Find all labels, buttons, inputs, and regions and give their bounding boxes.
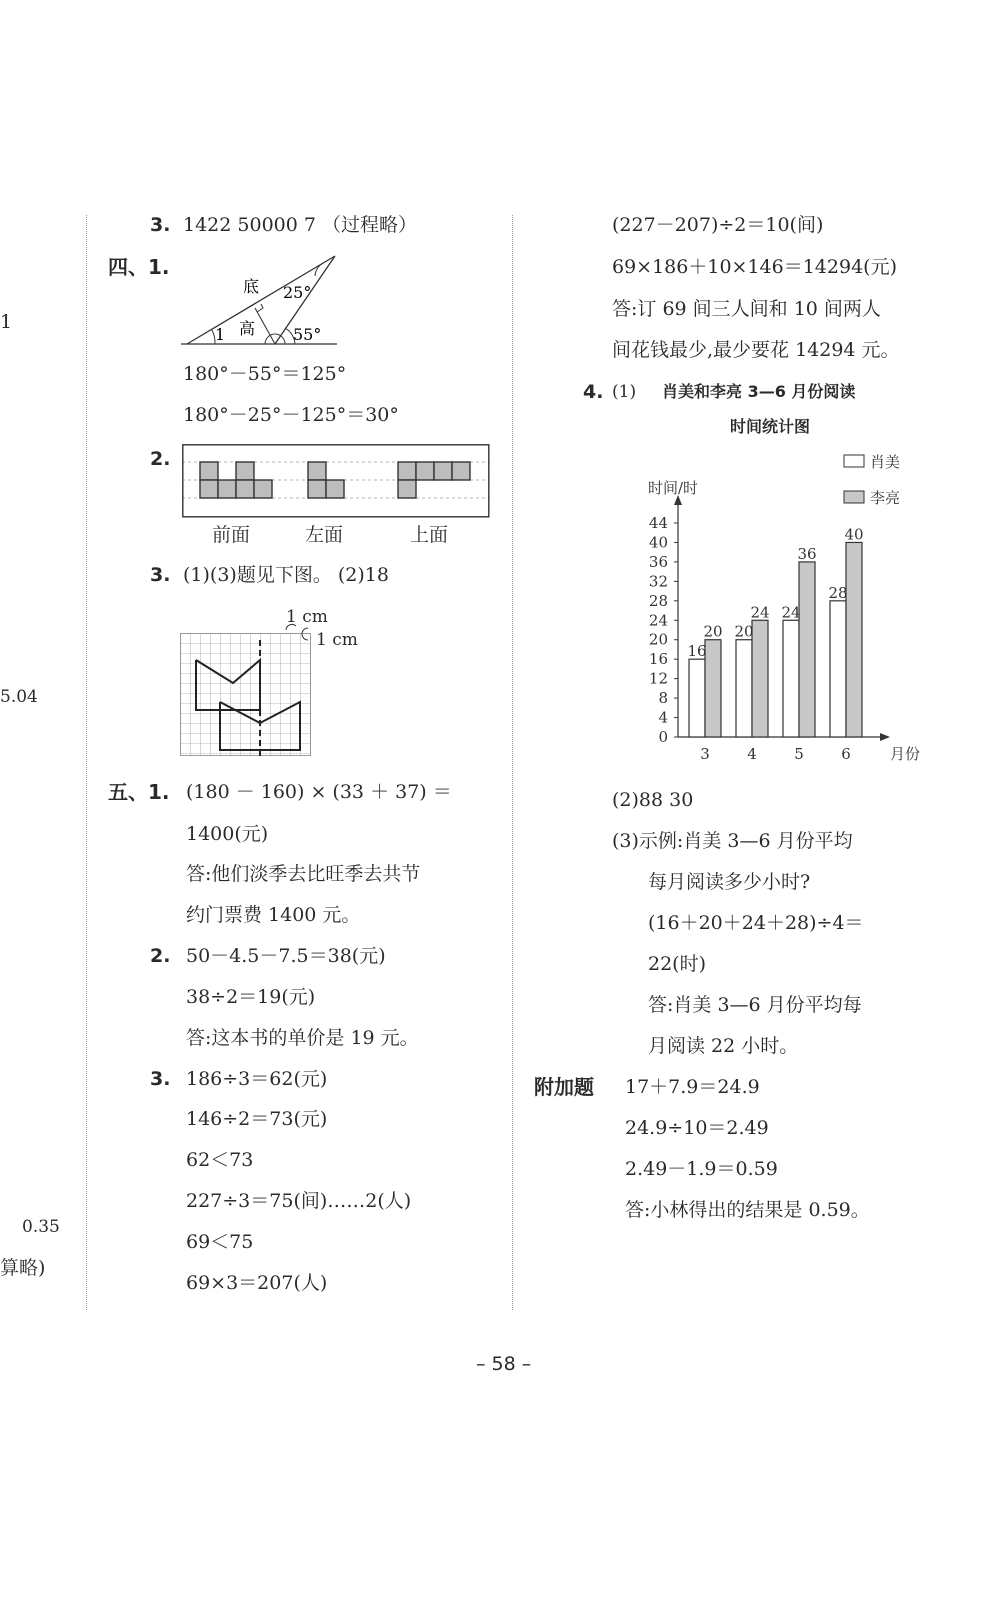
bar-liliang [799, 562, 815, 737]
page-number: – 58 – [476, 1353, 532, 1375]
legend-label: 肖美 [870, 453, 901, 471]
x-tick-label: 3 [700, 745, 710, 763]
y-tick-label: 12 [648, 669, 668, 688]
q51-line-a: (180 － 160) × (33 ＋ 37) ＝ [186, 781, 452, 803]
margin-fragment-1: 1 [0, 311, 13, 333]
y-tick-label: 28 [648, 591, 668, 610]
bar-value-label: 28 [828, 583, 848, 602]
bar-xiaomei [689, 659, 705, 737]
legend-swatch [844, 491, 864, 503]
bar-value-label: 24 [750, 603, 770, 622]
q53-line-c: 62＜73 [186, 1149, 254, 1171]
chart-title-line-2: 时间统计图 [730, 417, 811, 436]
bar-liliang [846, 542, 862, 737]
q52-line-a: 50－4.5－7.5＝38(元) [186, 945, 386, 967]
bar-value-label: 40 [844, 525, 864, 544]
y-tick-label: 20 [648, 630, 668, 649]
q4-part-3-line-b: 每月阅读多少小时? [648, 871, 811, 893]
q2-number: 2. [150, 448, 171, 470]
chart-title-line-1: 肖美和李亮 3—6 月份阅读 [662, 382, 856, 401]
bar-value-label: 20 [703, 622, 723, 641]
bar-xiaomei [830, 601, 846, 737]
q53-line-b: 146÷2＝73(元) [186, 1108, 328, 1130]
views-grid-figure [182, 444, 492, 520]
q53-line-d: 227÷3＝75(间)……2(人) [186, 1190, 412, 1212]
q3b-text: (1)(3)题见下图。 (2)18 [183, 564, 389, 586]
y-tick-label: 40 [648, 533, 668, 552]
q51-line-d: 约门票费 1400 元。 [186, 904, 361, 926]
legend-swatch [844, 455, 864, 467]
margin-fragment-2: 5.04 [0, 687, 38, 707]
bar-xiaomei [783, 620, 799, 737]
triangle-figure [175, 250, 345, 350]
y-tick-label: 44 [648, 514, 668, 532]
q52-number: 2. [150, 945, 171, 967]
bar-liliang [705, 640, 721, 737]
q52-line-c: 答:这本书的单价是 19 元。 [186, 1027, 419, 1049]
x-axis-arrow [880, 733, 890, 741]
x-axis-label: 月份 [890, 745, 920, 763]
x-tick-label: 5 [794, 745, 804, 763]
bar-liliang [752, 620, 768, 737]
bar-value-label: 20 [734, 622, 754, 641]
q4-number: 4. [583, 381, 604, 403]
x-tick-label: 4 [747, 745, 757, 763]
grid-unit-label-1: 1 cm [286, 607, 328, 627]
extra-line-1: 17＋7.9＝24.9 [625, 1076, 760, 1098]
y-axis-label: 时间/时 [648, 479, 699, 497]
y-tick-label: 36 [648, 552, 668, 571]
q3-number: 3. [150, 214, 171, 236]
right-line-1: (227－207)÷2＝10(间) [612, 214, 824, 236]
q4-part-1: (1) [612, 382, 637, 402]
q53-line-e: 69＜75 [186, 1231, 254, 1253]
q53-number: 3. [150, 1068, 171, 1090]
triangle-base-label: 底 [243, 277, 260, 296]
section-5-heading: 五、1. [108, 780, 170, 804]
q4-part-3-line-f: 月阅读 22 小时。 [648, 1035, 799, 1057]
q51-line-c: 答:他们淡季去比旺季去共节 [186, 863, 421, 885]
angle-1-label: 1 [215, 325, 226, 344]
column-divider-left [86, 215, 87, 1310]
angle-25-label: 25° [283, 283, 312, 302]
margin-fragment-4: 算略) [0, 1257, 46, 1279]
y-tick-label: 4 [658, 708, 668, 727]
bar-chart [620, 445, 920, 770]
view-label-front: 前面 [212, 524, 251, 546]
q4-part-3-line-d: 22(时) [648, 953, 707, 975]
y-tick-label: 16 [648, 650, 668, 669]
bar-xiaomei [736, 640, 752, 737]
grid-unit-label-2: 1 cm [316, 630, 358, 650]
angle-55-label: 55° [293, 325, 322, 344]
margin-fragment-3: 0.35 [22, 1217, 60, 1237]
q3-answers: 1422 50000 7 （过程略） [183, 214, 418, 236]
q52-line-b: 38÷2＝19(元) [186, 986, 316, 1008]
bar-value-label: 36 [797, 544, 817, 563]
extra-question-label: 附加题 [534, 1075, 594, 1099]
right-line-2: 69×186＋10×146＝14294(元) [612, 256, 897, 278]
bar-value-label: 24 [781, 603, 801, 622]
y-tick-label: 8 [658, 689, 668, 708]
q4-part-2: (2)88 30 [612, 789, 694, 811]
symmetry-grid-figure [180, 620, 320, 760]
view-label-top: 上面 [410, 524, 449, 546]
q4-part-3-line-a: (3)示例:肖美 3—6 月份平均 [612, 830, 853, 852]
extra-line-4: 答:小林得出的结果是 0.59。 [625, 1199, 870, 1221]
extra-line-2: 24.9÷10＝2.49 [625, 1117, 769, 1139]
column-divider-middle [512, 215, 513, 1310]
q53-line-f: 69×3＝207(人) [186, 1272, 328, 1294]
q4-part-3-line-c: (16＋20＋24＋28)÷4＝ [648, 912, 864, 934]
angle-calc-2: 180°－25°－125°＝30° [183, 404, 399, 426]
q53-line-a: 186÷3＝62(元) [186, 1068, 328, 1090]
extra-line-3: 2.49－1.9＝0.59 [625, 1158, 778, 1180]
q4-part-3-line-e: 答:肖美 3—6 月份平均每 [648, 994, 862, 1016]
x-tick-label: 6 [841, 745, 851, 763]
right-line-3: 答:订 69 间三人间和 10 间两人 [612, 298, 881, 320]
bar-value-label: 16 [687, 642, 707, 661]
section-4-heading: 四、1. [108, 255, 170, 279]
y-tick-label: 24 [648, 611, 668, 630]
view-label-left: 左面 [305, 524, 344, 546]
y-tick-label: 32 [648, 572, 668, 591]
legend-label: 李亮 [870, 489, 901, 507]
angle-calc-1: 180°－55°＝125° [183, 363, 347, 385]
triangle-height-label: 高 [239, 319, 256, 338]
q3b-number: 3. [150, 564, 171, 586]
right-line-4: 间花钱最少,最少要花 14294 元。 [612, 339, 900, 361]
q51-line-b: 1400(元) [186, 823, 269, 845]
y-tick-label: 0 [658, 728, 668, 746]
